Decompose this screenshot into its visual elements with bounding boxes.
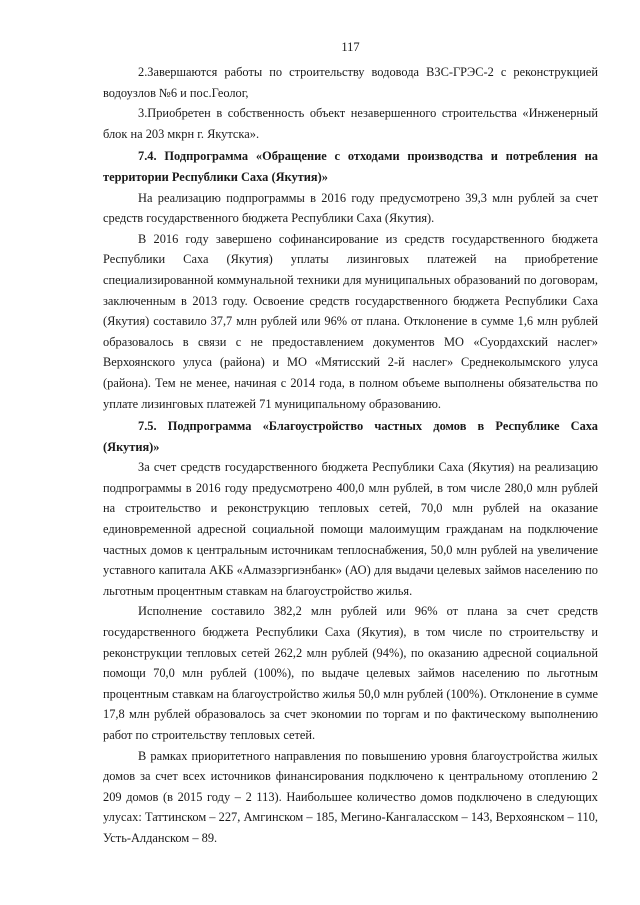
section-heading-7-5: 7.5. Подпрограмма «Благоустройство частных домов в Республике Саха (Якутия)» (103, 419, 598, 454)
page-number: 117 (341, 40, 360, 54)
section-heading-7-4: 7.4. Подпрограмма «Обращение с отходами производства и потребления на территории Республики Саха (Якутия)» (103, 149, 598, 184)
page-content (103, 62, 598, 849)
paragraph-7-5-funding: За счет средств государственного бюджета Республики Саха (Якутия) на реализацию подпрограммы в 2016 году предусмотрено 400,0 млн рублей, в том числе 280,0 млн рублей на строительство и реконструкцию тепловых сетей, 70,0 млн рублей на оказание единовременной адресной социальной помощи малоимущим гражданам на подключение частных домов к центральным источникам теплоснабжения, 50,0 млн рублей на увеличение уставного капитала АКБ «Алмазэргиэнбанк» (АО) для выдачи целевых займов населению по льготным процентным ставкам на благоустройство жилья. (103, 460, 598, 598)
paragraph-7-4-leasing: В 2016 году завершено софинансирование из средств государственного бюджета Республики Саха (Якутия) уплаты лизинговых платежей на приобретение специализированной коммунальной техники для муниципальных образований по договорам, заключенным в 2013 году. Освоение средств государственного бюджета Республики Саха (Якутия) составило 37,7 млн рублей или 96% от плана. Отклонение в сумме 1,6 млн рублей образовалось в связи с не предоставлением документов МО «Суордахский наслег» Верхоянского улуса (района) и МО «Мятисский 2-й наслег» Среднеколымского улуса (района). Тем не менее, начиная с 2014 года, в полном объеме выполнены обязательства по уплате лизинговых платежей 71 муниципальному образованию. (103, 231, 598, 411)
paragraph-7-5-execution: Исполнение составило 382,2 млн рублей или 96% от плана за счет средств государственного бюджета Республики Саха (Якутия), в том числе по строительству и реконструкции тепловых сетей 262,2 млн рублей (94%), по оказанию адресной социальной помощи 70,0 млн рублей (100%), по выдаче целевых займов населению по льготным процентным ставкам на благоустройство жилья 50,0 млн рублей (100%). Отклонение в сумме 17,8 млн рублей образовалось за счет экономии по торгам и по фактическому выполнению работ по строительству тепловых сетей. (103, 604, 598, 742)
paragraph-7-4-funding: На реализацию подпрограммы в 2016 году предусмотрено 39,3 млн рублей за счет средств государственного бюджета Республики Саха (Якутия). (103, 190, 598, 226)
paragraph-waterline: 2.Завершаются работы по строительству водовода ВЗС-ГРЭС-2 с реконструкцией водоузлов №6 и пос.Геолог, (103, 65, 598, 100)
paragraph-engineering-block: 3.Приобретен в собственность объект незавершенного строительства «Инженерный блок на 203 мкрн г. Якутска». (103, 106, 598, 141)
paragraph-7-5-heating: В рамках приоритетного направления по повышению уровня благоустройства жилых домов за счет всех источников финансирования подключено к центральному отоплению 2 209 домов (в 2015 году – 2 113). Наибольшее количество домов подключено в следующих улусах: Таттинском – 227, Амгинском – 185, Мегино-Кангаласском – 143, Верхоянском – 110, Усть-Алданском – 89. (103, 748, 598, 845)
